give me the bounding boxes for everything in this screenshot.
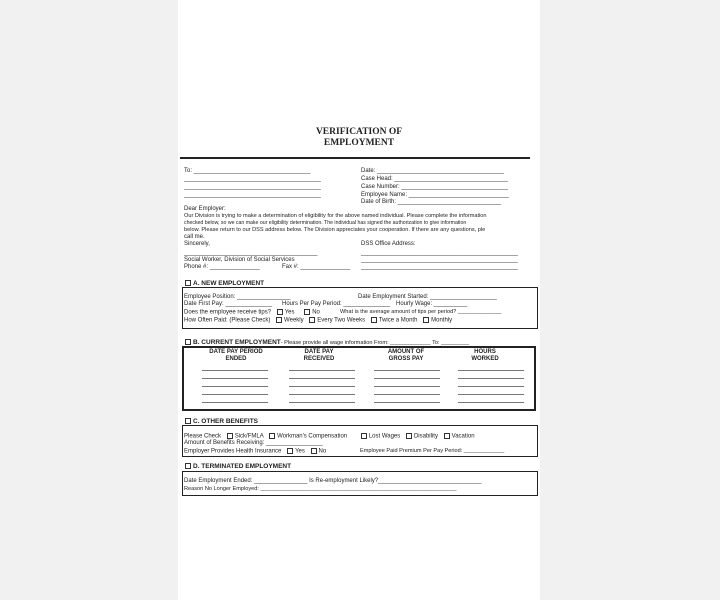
dss-office-label: DSS Office Address: <box>361 241 416 247</box>
dss-address-line[interactable]: _______________________________________________ <box>361 250 518 256</box>
social-worker-label: Social Worker, Division of Social Services <box>184 257 295 263</box>
wage-entry-line[interactable] <box>374 378 440 379</box>
fax-field[interactable]: Fax #: _______________ <box>282 264 351 270</box>
wage-entry-line[interactable] <box>374 402 440 403</box>
dss-address-line[interactable]: _______________________________________________ <box>361 257 518 263</box>
wage-entry-line[interactable] <box>374 394 440 395</box>
vacation-checkbox[interactable] <box>444 433 450 439</box>
tips-amount-field[interactable]: What is the average amount of tips per period? ______________ <box>340 309 502 315</box>
section-b-checkbox[interactable] <box>185 339 191 345</box>
section-a-checkbox[interactable] <box>185 280 191 286</box>
health-insurance-row: Employer Provides Health Insurance Yes No <box>184 448 327 455</box>
section-c-checkbox[interactable] <box>185 418 191 424</box>
letter-text: call me. <box>184 234 205 240</box>
phone-field[interactable]: Phone #: _______________ <box>184 264 260 270</box>
wage-entry-line[interactable] <box>202 378 268 379</box>
dss-address-line[interactable]: _______________________________________________ <box>361 264 518 270</box>
health-no-checkbox[interactable] <box>311 448 317 454</box>
benefits-amount-field[interactable]: Amount of Benefits Receiving: _________________ <box>184 440 323 446</box>
letter-text: Our Division is trying to make a determination of eligibility for the above named individual. Please complete the information <box>184 213 487 219</box>
benefits-row: Please Check Sick/FMLA Workman's Compensation Lost Wages Disability Vacation <box>184 433 475 440</box>
wage-entry-line[interactable] <box>289 394 355 395</box>
wage-entry-line[interactable] <box>458 370 524 371</box>
section-b-heading: B. CURRENT EMPLOYMENT- Please provide all wage information From: _____________ To: _________ <box>184 339 469 347</box>
wage-entry-line[interactable] <box>289 402 355 403</box>
twice-a-month-checkbox[interactable] <box>371 317 377 323</box>
employee-name-field[interactable]: Employee Name: ______________________________ <box>361 192 509 198</box>
employee-position-field[interactable]: Employee Position: ________________ <box>184 294 291 300</box>
tips-yes-checkbox[interactable] <box>277 309 283 315</box>
wage-entry-line[interactable] <box>289 386 355 387</box>
section-d-checkbox[interactable] <box>185 463 191 469</box>
salutation: Dear Employer: <box>184 206 226 212</box>
address-line[interactable]: _________________________________________ <box>184 192 321 198</box>
case-number-field[interactable]: Case Number: ________________________________ <box>361 184 509 190</box>
workmans-comp-checkbox[interactable] <box>269 433 275 439</box>
every-two-weeks-checkbox[interactable] <box>309 317 315 323</box>
wage-col-header: AMOUNT OF GROSS PAY <box>387 349 425 362</box>
hours-per-period-field[interactable]: Hours Per Pay Period: ______________ <box>282 301 391 307</box>
wage-entry-line[interactable] <box>374 370 440 371</box>
disability-checkbox[interactable] <box>406 433 412 439</box>
signature-line[interactable]: ________________________________________ <box>184 250 318 256</box>
how-paid-row: How Often Paid: (Please Check) Weekly Every Two Weeks Twice a Month Monthly <box>184 317 453 324</box>
sincerely: Sincerely, <box>184 241 210 247</box>
to-field[interactable]: To: ___________________________________ <box>184 168 311 174</box>
section-d-heading: D. TERMINATED EMPLOYMENT <box>184 463 291 470</box>
date-first-pay-field[interactable]: Date First Pay: ______________ <box>184 301 273 307</box>
reason-field[interactable]: Reason No Longer Employed: _______________________________________________________________ <box>184 486 457 492</box>
wage-entry-line[interactable] <box>458 394 524 395</box>
wage-entry-line[interactable] <box>202 402 268 403</box>
date-ended-field[interactable]: Date Employment Ended: ________________ Is Re-employment Likely?_______________________________ <box>184 478 482 484</box>
wage-entry-line[interactable] <box>202 386 268 387</box>
document-page <box>178 0 540 600</box>
lost-wages-checkbox[interactable] <box>361 433 367 439</box>
letter-text: checked below, so we can make our eligibility determination. The individual has signed the authorization to give information <box>184 220 467 226</box>
wage-col-header: DATE PAY PERIOD ENDED <box>209 349 263 362</box>
wage-col-header: HOURS WORKED <box>471 349 499 362</box>
monthly-checkbox[interactable] <box>423 317 429 323</box>
health-yes-checkbox[interactable] <box>287 448 293 454</box>
weekly-checkbox[interactable] <box>276 317 282 323</box>
wage-entry-line[interactable] <box>458 386 524 387</box>
tips-no-checkbox[interactable] <box>304 309 310 315</box>
date-started-field[interactable]: Date Employment Started: ____________________ <box>358 294 497 300</box>
date-of-birth-field[interactable]: Date of Birth: _______________________________ <box>361 199 502 205</box>
letter-text: below. Please return to our DSS address below. The Division appreciates your cooperation. If there are any questions, ple <box>184 227 486 233</box>
wage-entry-line[interactable] <box>289 378 355 379</box>
address-line[interactable]: _________________________________________ <box>184 176 321 182</box>
wage-entry-line[interactable] <box>289 370 355 371</box>
wage-entry-line[interactable] <box>374 386 440 387</box>
wage-entry-line[interactable] <box>458 378 524 379</box>
title-rule <box>180 157 530 159</box>
wage-col-header: DATE PAY RECEIVED <box>303 349 335 362</box>
address-line[interactable]: _________________________________________ <box>184 184 321 190</box>
wage-entry-line[interactable] <box>202 370 268 371</box>
section-c-heading: C. OTHER BENEFITS <box>184 418 258 425</box>
page-title: VERIFICATION OF EMPLOYMENT <box>315 127 403 148</box>
hourly-wage-field[interactable]: Hourly Wage: __________ <box>396 301 468 307</box>
case-head-field[interactable]: Case Head: __________________________________ <box>361 176 508 182</box>
sick-fmla-checkbox[interactable] <box>227 433 233 439</box>
wage-entry-line[interactable] <box>202 394 268 395</box>
date-field[interactable]: Date: ______________________________________ <box>361 168 504 174</box>
wage-entry-line[interactable] <box>458 402 524 403</box>
premium-field[interactable]: Employee Paid Premium Per Pay Period: _____________ <box>360 448 505 454</box>
tips-row: Does the employee receive tips? Yes No <box>184 309 320 316</box>
section-a-heading: A. NEW EMPLOYMENT <box>184 280 264 287</box>
